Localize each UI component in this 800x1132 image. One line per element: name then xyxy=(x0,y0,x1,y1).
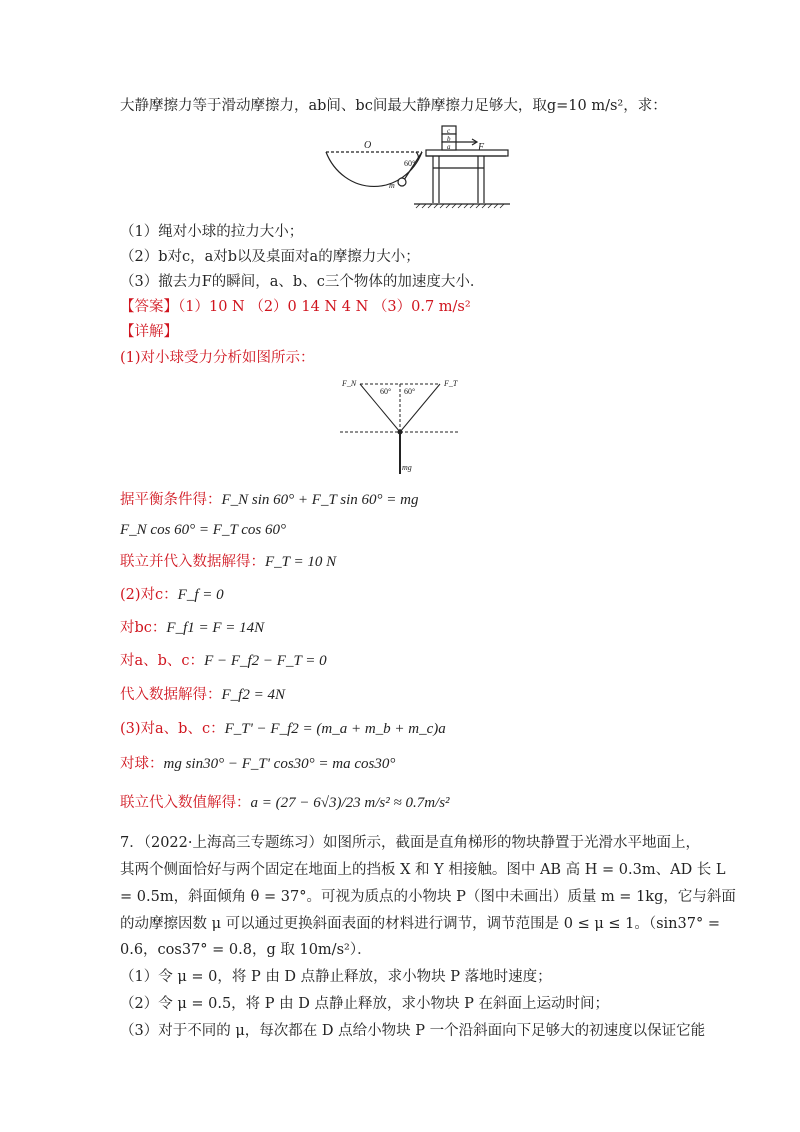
label-angle-left: 60° xyxy=(380,387,392,396)
problem7-q2: （2）令 μ = 0.5，将 P 由 D 点静止释放，求小物块 P 在斜面上运动时间； xyxy=(120,996,609,1012)
label-mg: mg xyxy=(402,463,412,472)
eq6: F − F_f2 − F_T = 0 xyxy=(204,653,327,669)
answer-tag: 【答案】 xyxy=(120,299,178,315)
figure-force-diagram xyxy=(340,374,460,484)
eq10: a = (27 − 6√3)/23 m/s² ≈ 0.7m/s² xyxy=(250,795,450,811)
intro-text: 大静摩擦力等于滑动摩擦力，ab间、bc间最大静摩擦力足够大，取g=10 m/s²，求： xyxy=(120,98,667,114)
problem7-line4: 的动摩擦因数 μ 可以通过更换斜面表面的材料进行调节，调节范围是 0 ≤ μ ≤ 1。（sin37° = xyxy=(120,916,720,932)
label-b: b xyxy=(447,135,451,143)
label-angle-right: 60° xyxy=(404,387,416,396)
eq2: F_N cos 60° = F_T cos 60° xyxy=(120,522,287,538)
detail-tag: 【详解】 xyxy=(120,324,178,340)
question-3: （3）撤去力F的瞬间，a、b、c三个物体的加速度大小． xyxy=(120,274,485,290)
step3c-label: 联立代入数值解得： xyxy=(120,795,251,811)
step3b-label: 对球： xyxy=(120,756,164,772)
eq5: F_f1 = F = 14N xyxy=(166,620,265,636)
eq1-row xyxy=(120,490,419,510)
figure-bowl-blocks-table xyxy=(318,118,518,216)
eq6-row xyxy=(120,651,327,671)
problem7-q1: （1）令 μ = 0，将 P 由 D 点静止释放，求小物块 P 落地时速度； xyxy=(120,969,552,985)
label-FN: F_N xyxy=(342,379,357,388)
eq8-row xyxy=(120,719,446,739)
eq4-row xyxy=(120,585,224,605)
eq1-label: 据平衡条件得： xyxy=(120,492,222,508)
question-2: （2）b对c，a对b以及桌面对a的摩擦力大小； xyxy=(120,249,420,265)
question-1: （1）绳对小球的拉力大小； xyxy=(120,224,304,240)
eq7-row xyxy=(120,685,285,705)
step2d-label: 代入数据解得： xyxy=(120,687,222,703)
eq10-row xyxy=(120,793,450,813)
eq3-row xyxy=(120,552,336,572)
step3-label: (3)对a、b、c： xyxy=(120,721,225,737)
eq5-row xyxy=(120,618,264,638)
problem7-line5: 0.6，cos37° = 0.8，g 取 10m/s²）． xyxy=(120,942,372,958)
eq7: F_f2 = 4N xyxy=(221,687,285,703)
label-60deg: 60° xyxy=(404,159,416,168)
eq1: F_N sin 60° + F_T sin 60° = mg xyxy=(221,492,419,508)
step1-label: (1)对小球受力分析如图所示： xyxy=(120,350,315,366)
step2c-label: 对a、b、c： xyxy=(120,653,205,669)
step2-label: (2)对c： xyxy=(120,587,178,603)
ball xyxy=(398,178,406,186)
problem7-line1: 7．（2022·上海高三专题练习）如图所示，截面是直角梯形的物块静置于光滑水平地面上， xyxy=(120,835,700,851)
label-a: a xyxy=(447,143,451,151)
answer-line xyxy=(120,297,471,317)
problem7-q3: （3）对于不同的 μ，每次都在 D 点给小物块 P 一个沿斜面向下足够大的初速度以保证它能 xyxy=(120,1023,706,1039)
label-c: c xyxy=(447,127,451,135)
eq3: F_T = 10 N xyxy=(265,554,337,570)
eq8: F_T' − F_f2 = (m_a + m_b + m_c)a xyxy=(224,721,446,737)
problem7-line2: 其两个侧面恰好与两个固定在地面上的挡板 X 和 Y 相接触。图中 AB 高 H = 0.3m、AD 长 L xyxy=(120,862,726,878)
step2b-label: 对bc： xyxy=(120,620,167,636)
eq9-row xyxy=(120,754,395,774)
label-O: O xyxy=(364,140,372,151)
eq9: mg sin30° − F_T' cos30° = ma cos30° xyxy=(163,756,396,772)
problem7-line3: = 0.5m，斜面倾角 θ = 37°。可视为质点的小物块 P（图中未画出）质量 m = 1kg，它与斜面 xyxy=(120,889,736,905)
answer-text: （1）10 N （2）0 14 N 4 N （3）0.7 m/s² xyxy=(178,299,471,315)
label-F: F xyxy=(478,142,485,153)
label-m: m xyxy=(389,181,395,190)
ground-hatch xyxy=(416,204,504,208)
eq3-label: 联立并代入数据解得： xyxy=(120,554,265,570)
eq4: F_f = 0 xyxy=(177,587,224,603)
label-FT: F_T xyxy=(444,379,458,388)
eq2-row xyxy=(120,520,286,540)
